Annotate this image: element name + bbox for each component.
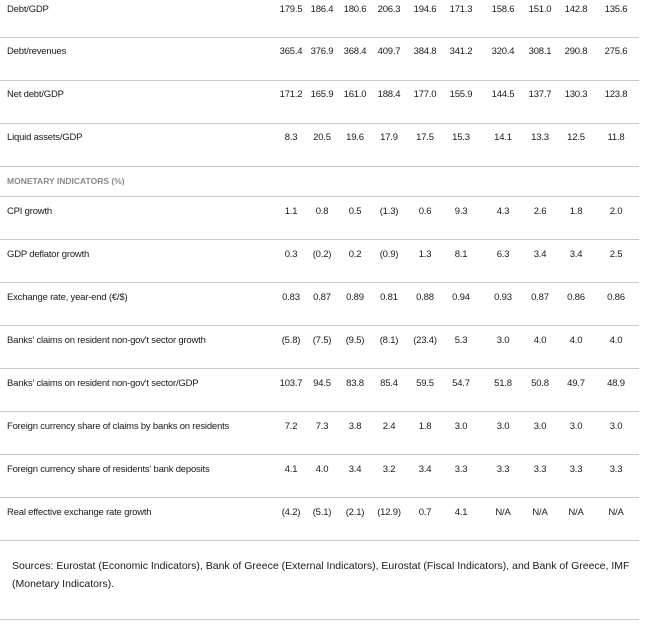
- row-divider: [0, 411, 639, 412]
- row-label: Debt/revenues: [7, 46, 67, 57]
- row-value: 3.0: [609, 421, 623, 432]
- row-label: Exchange rate, year-end (€/$): [7, 292, 128, 303]
- row-value: 142.8: [564, 4, 588, 15]
- row-value: 0.3: [284, 249, 298, 260]
- row-value: 3.4: [533, 249, 547, 260]
- row-value: 3.3: [533, 464, 547, 475]
- row-value: 165.9: [310, 89, 334, 100]
- row-label: Banks' claims on resident non-gov't sector growth: [7, 335, 206, 346]
- row-value: 3.0: [569, 421, 583, 432]
- row-value: 206.3: [377, 4, 401, 15]
- row-value: 341.2: [449, 46, 473, 57]
- row-value: 4.1: [454, 507, 468, 518]
- row-value: 50.8: [531, 378, 549, 389]
- row-value: 1.3: [418, 249, 432, 260]
- row-divider: [0, 166, 639, 167]
- row-value: 144.5: [491, 89, 515, 100]
- row-value: 94.5: [313, 378, 331, 389]
- row-value: 180.6: [343, 4, 367, 15]
- row-value: 54.7: [452, 378, 470, 389]
- row-label: GDP deflator growth: [7, 249, 90, 260]
- row-value: 83.8: [346, 378, 364, 389]
- row-value: 4.0: [609, 335, 623, 346]
- row-value: 14.1: [494, 132, 512, 143]
- row-divider: [0, 123, 639, 124]
- row-divider: [0, 37, 639, 38]
- row-value: 17.5: [416, 132, 434, 143]
- row-value: 1.8: [418, 421, 432, 432]
- row-value: 13.3: [531, 132, 549, 143]
- row-value: 2.6: [533, 206, 547, 217]
- row-value: 3.3: [454, 464, 468, 475]
- row-value: 186.4: [310, 4, 334, 15]
- row-value: 171.3: [449, 4, 473, 15]
- row-value: 11.8: [607, 132, 625, 143]
- row-value: 171.2: [279, 89, 303, 100]
- row-value: 161.0: [343, 89, 367, 100]
- row-value: 51.8: [494, 378, 512, 389]
- row-value: 0.81: [380, 292, 398, 303]
- row-value: 103.7: [279, 378, 303, 389]
- row-value: 0.5: [348, 206, 362, 217]
- row-value: 0.2: [348, 249, 362, 260]
- row-value: 9.3: [454, 206, 468, 217]
- row-value: 179.5: [279, 4, 303, 15]
- row-label: Banks' claims on resident non-gov't sector/GDP: [7, 378, 199, 389]
- row-value: 151.0: [528, 4, 552, 15]
- row-value: (2.1): [345, 507, 365, 518]
- row-value: 3.0: [454, 421, 468, 432]
- row-label: Real effective exchange rate growth: [7, 507, 152, 518]
- row-value: 3.2: [382, 464, 396, 475]
- row-value: 48.9: [607, 378, 625, 389]
- row-value: 8.3: [284, 132, 298, 143]
- row-value: 5.3: [454, 335, 468, 346]
- row-value: 85.4: [380, 378, 398, 389]
- row-value: 0.7: [418, 507, 432, 518]
- row-value: 409.7: [377, 46, 401, 57]
- row-value: 135.6: [604, 4, 628, 15]
- row-value: 0.6: [418, 206, 432, 217]
- row-value: 3.3: [609, 464, 623, 475]
- row-value: 0.87: [313, 292, 331, 303]
- sources-note: Sources: Eurostat (Economic Indicators), Bank of Greece (External Indicators), Eurostat (Fiscal Indicators), and Bank of Greece, IMF (Monetary Indicators).: [12, 560, 630, 590]
- row-value: 8.1: [454, 249, 468, 260]
- row-value: 365.4: [279, 46, 303, 57]
- row-value: 0.86: [567, 292, 585, 303]
- row-value: 17.9: [380, 132, 398, 143]
- row-value: 123.8: [604, 89, 628, 100]
- row-label: Foreign currency share of claims by banks on residents: [7, 421, 230, 432]
- row-value: 2.4: [382, 421, 396, 432]
- row-value: 0.8: [315, 206, 329, 217]
- row-value: 3.4: [418, 464, 432, 475]
- row-value: N/A: [532, 507, 548, 518]
- row-value: 7.3: [315, 421, 329, 432]
- bottom-divider: [0, 619, 639, 620]
- row-value: (8.1): [379, 335, 399, 346]
- row-value: 4.0: [315, 464, 329, 475]
- row-value: 290.8: [564, 46, 588, 57]
- row-value: 3.3: [569, 464, 583, 475]
- row-value: 0.89: [346, 292, 364, 303]
- section-heading: MONETARY INDICATORS (%): [7, 176, 125, 186]
- row-value: 20.5: [313, 132, 331, 143]
- row-value: (23.4): [413, 335, 437, 346]
- row-value: 12.5: [567, 132, 585, 143]
- row-value: (1.3): [379, 206, 399, 217]
- row-divider: [0, 454, 639, 455]
- row-value: 137.7: [528, 89, 552, 100]
- row-label: Net debt/GDP: [7, 89, 64, 100]
- row-value: 3.4: [348, 464, 362, 475]
- row-value: 320.4: [491, 46, 515, 57]
- row-value: 188.4: [377, 89, 401, 100]
- row-value: 3.0: [496, 421, 510, 432]
- row-value: 3.0: [496, 335, 510, 346]
- row-value: 368.4: [343, 46, 367, 57]
- row-value: (5.8): [281, 335, 301, 346]
- row-label: Debt/GDP: [7, 4, 49, 15]
- row-value: 49.7: [567, 378, 585, 389]
- row-value: N/A: [568, 507, 584, 518]
- row-value: 7.2: [284, 421, 298, 432]
- row-value: (9.5): [345, 335, 365, 346]
- row-value: (4.2): [281, 507, 301, 518]
- row-divider: [0, 368, 639, 369]
- row-value: 19.6: [346, 132, 364, 143]
- row-label: CPI growth: [7, 206, 52, 217]
- row-value: 0.83: [282, 292, 300, 303]
- row-value: 194.6: [413, 4, 437, 15]
- row-value: N/A: [608, 507, 624, 518]
- row-value: 0.86: [607, 292, 625, 303]
- row-value: 0.87: [531, 292, 549, 303]
- row-value: 0.93: [494, 292, 512, 303]
- row-divider: [0, 282, 639, 283]
- row-value: 4.1: [284, 464, 298, 475]
- row-value: 6.3: [496, 249, 510, 260]
- row-value: 3.4: [569, 249, 583, 260]
- row-value: 3.8: [348, 421, 362, 432]
- row-divider: [0, 325, 639, 326]
- row-value: 0.94: [452, 292, 470, 303]
- row-value: 2.0: [609, 206, 623, 217]
- row-divider: [0, 239, 639, 240]
- row-value: 4.0: [569, 335, 583, 346]
- row-value: 177.0: [413, 89, 437, 100]
- row-value: (0.9): [379, 249, 399, 260]
- row-value: 384.8: [413, 46, 437, 57]
- row-value: 4.3: [496, 206, 510, 217]
- row-value: 275.6: [604, 46, 628, 57]
- row-label: Foreign currency share of residents' bank deposits: [7, 464, 210, 475]
- row-value: (0.2): [312, 249, 332, 260]
- row-value: 3.0: [533, 421, 547, 432]
- row-value: 59.5: [416, 378, 434, 389]
- row-divider: [0, 196, 639, 197]
- row-value: 15.3: [452, 132, 470, 143]
- row-value: (12.9): [377, 507, 401, 518]
- row-value: 1.1: [284, 206, 298, 217]
- row-value: 2.5: [609, 249, 623, 260]
- row-value: (7.5): [312, 335, 332, 346]
- row-divider: [0, 540, 639, 541]
- row-value: 0.88: [416, 292, 434, 303]
- row-value: N/A: [495, 507, 511, 518]
- row-value: 155.9: [449, 89, 473, 100]
- row-value: 1.8: [569, 206, 583, 217]
- row-label: Liquid assets/GDP: [7, 132, 83, 143]
- row-value: 158.6: [491, 4, 515, 15]
- row-value: 4.0: [533, 335, 547, 346]
- row-value: 3.3: [496, 464, 510, 475]
- row-value: 130.3: [564, 89, 588, 100]
- row-value: 376.9: [310, 46, 334, 57]
- row-divider: [0, 497, 639, 498]
- row-value: (5.1): [312, 507, 332, 518]
- row-value: 308.1: [528, 46, 552, 57]
- row-divider: [0, 80, 639, 81]
